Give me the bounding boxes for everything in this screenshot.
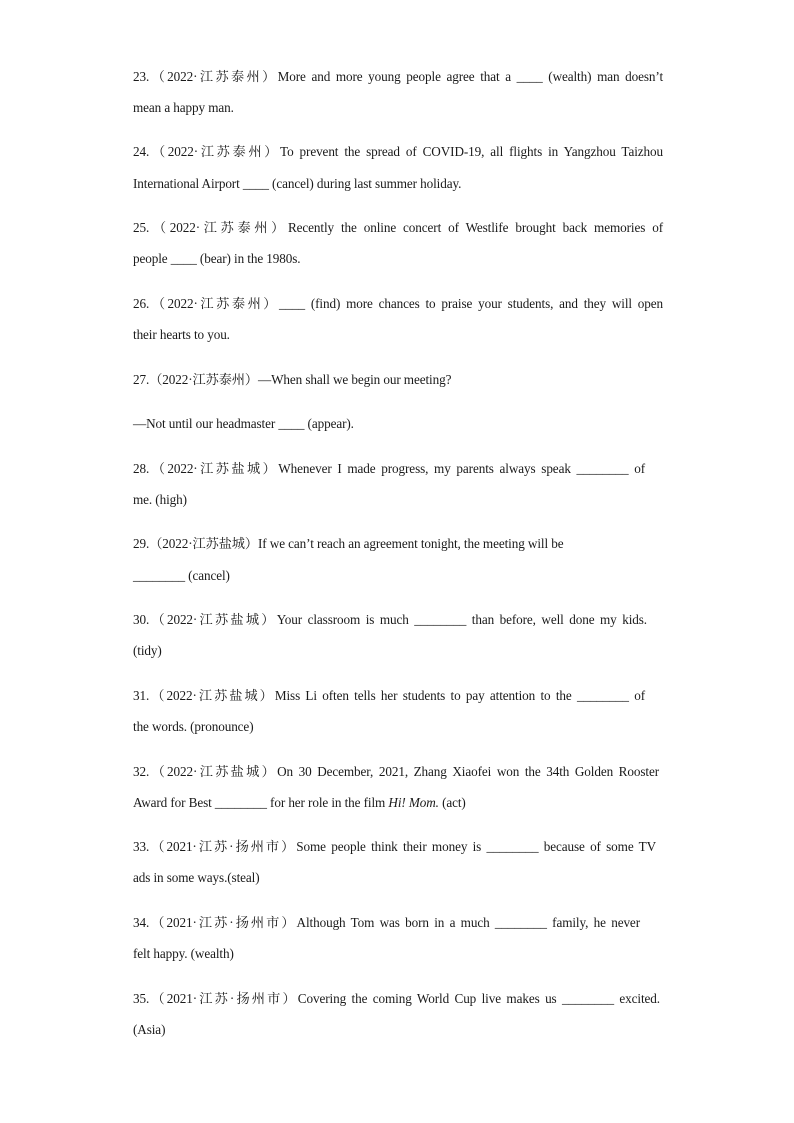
question-source: （2021·江苏·扬州市） (149, 915, 297, 930)
question-text: (find) more chances to praise your students, and they will open (305, 296, 664, 311)
question-source: （2022·江苏盐城） (149, 536, 258, 551)
question-31-line-1 (133, 687, 645, 705)
question-source: （2021·江苏·扬州市） (149, 839, 297, 854)
question-text: because of some TV (538, 839, 657, 854)
question-34-line-2: felt happy. (wealth) (133, 946, 234, 961)
question-number: 33. (133, 839, 150, 854)
question-text: Your classroom is much (276, 612, 415, 627)
question-text: excited. (613, 991, 660, 1006)
question-text: (wealth) man doesn’t (542, 69, 664, 84)
question-30-line-1 (133, 611, 647, 629)
question-number: 25. (133, 220, 150, 235)
question-28-line-1 (133, 460, 645, 478)
question-text: (bear) in the 1980s. (196, 251, 301, 266)
question-27-line-1 (133, 371, 663, 389)
answer-blank[interactable]: ________ (414, 612, 467, 627)
answer-blank[interactable]: ________ (562, 991, 614, 1006)
question-number: 24. (133, 144, 150, 159)
question-text: (cancel) during last summer holiday. (268, 176, 462, 191)
question-28-line-2: me. (high) (133, 492, 187, 507)
question-27-line-2 (133, 415, 663, 433)
question-text: (appear). (304, 416, 354, 431)
answer-blank[interactable]: ________ (494, 915, 547, 930)
question-text: Award for Best (133, 795, 215, 810)
question-23-line-1 (133, 68, 663, 86)
question-source: （2022·江苏泰州） (149, 372, 258, 387)
question-31-line-2: the words. (pronounce) (133, 719, 254, 734)
question-text: —Not until our headmaster (133, 416, 279, 431)
answer-blank[interactable]: ____ (278, 416, 305, 431)
question-text: (cancel) (184, 568, 230, 583)
question-source: （2022·江苏泰州） (149, 296, 280, 311)
question-29-line-2 (133, 567, 663, 585)
question-number: 26. (133, 296, 150, 311)
question-text: family, he never (546, 915, 640, 930)
question-text: More and more young people agree that a (277, 69, 517, 84)
question-text: people (133, 251, 171, 266)
question-32-line-1 (133, 763, 659, 781)
question-text: On 30 December, 2021, Zhang Xiaofei won the 34th Golden Rooster (277, 764, 659, 779)
answer-blank[interactable]: ________ (576, 461, 629, 476)
question-24-line-1 (133, 143, 663, 161)
question-source: （2022·江苏泰州） (149, 144, 281, 159)
answer-blank[interactable]: ____ (242, 176, 269, 191)
film-title: Hi! Mom. (388, 795, 439, 810)
question-text: To prevent the spread of COVID-19, all flights in Yangzhou Taizhou (280, 144, 663, 159)
question-25-line-1 (133, 219, 663, 237)
question-source: （2022·江苏盐城） (149, 461, 279, 476)
question-number: 28. (133, 461, 150, 476)
question-number: 27. (133, 372, 150, 387)
answer-blank[interactable]: ________ (214, 795, 267, 810)
question-text: Although Tom was born in a much (296, 915, 495, 930)
question-number: 29. (133, 536, 150, 551)
question-33-line-1 (133, 838, 656, 856)
question-source: （2022·江苏盐城） (149, 764, 278, 779)
question-text: Covering the coming World Cup live makes us (297, 991, 563, 1006)
answer-blank[interactable]: ________ (133, 568, 185, 583)
question-text: of (628, 461, 646, 476)
question-text: than before, well done my kids. (466, 612, 647, 627)
question-number: 23. (133, 69, 150, 84)
answer-blank[interactable]: ________ (576, 688, 629, 703)
question-source: （2021·江苏·扬州市） (149, 991, 298, 1006)
question-26-line-1 (133, 295, 663, 313)
question-number: 31. (133, 688, 150, 703)
question-23-line-2: mean a happy man. (133, 100, 234, 115)
question-text: International Airport (133, 176, 243, 191)
question-number: 34. (133, 915, 150, 930)
question-text: of (628, 688, 645, 703)
question-25-line-2 (133, 250, 663, 268)
question-32-line-2 (133, 794, 663, 812)
answer-blank[interactable]: ____ (170, 251, 197, 266)
question-text: for her role in the film (266, 795, 389, 810)
question-source: （2022·江苏泰州） (149, 220, 288, 235)
question-35-line-1 (133, 990, 660, 1008)
question-text: Miss Li often tells her students to pay attention to the (274, 688, 577, 703)
question-source: （2022·江苏泰州） (149, 69, 278, 84)
question-source: （2022·江苏盐城） (149, 612, 277, 627)
question-text: (act) (438, 795, 466, 810)
question-33-line-2: ads in some ways.(steal) (133, 870, 260, 885)
question-text: Recently the online concert of Westlife brought back memories of (287, 220, 663, 235)
question-source: （2022·江苏盐城） (149, 688, 275, 703)
question-number: 30. (133, 612, 150, 627)
question-number: 35. (133, 991, 150, 1006)
question-29-line-1 (133, 535, 663, 553)
question-text: —When shall we begin our meeting? (257, 372, 452, 387)
answer-blank[interactable]: ____ (279, 296, 306, 311)
question-text: If we can’t reach an agreement tonight, the meeting will be (257, 536, 564, 551)
answer-blank[interactable]: ____ (516, 69, 543, 84)
question-26-line-2: their hearts to you. (133, 327, 230, 342)
question-35-line-2: (Asia) (133, 1022, 166, 1037)
question-24-line-2 (133, 175, 663, 193)
question-text: Some people think their money is (296, 839, 487, 854)
answer-blank[interactable]: ________ (486, 839, 539, 854)
question-number: 32. (133, 764, 150, 779)
question-30-line-2: (tidy) (133, 643, 162, 658)
question-text: Whenever I made progress, my parents always speak (278, 461, 577, 476)
question-34-line-1 (133, 914, 640, 932)
